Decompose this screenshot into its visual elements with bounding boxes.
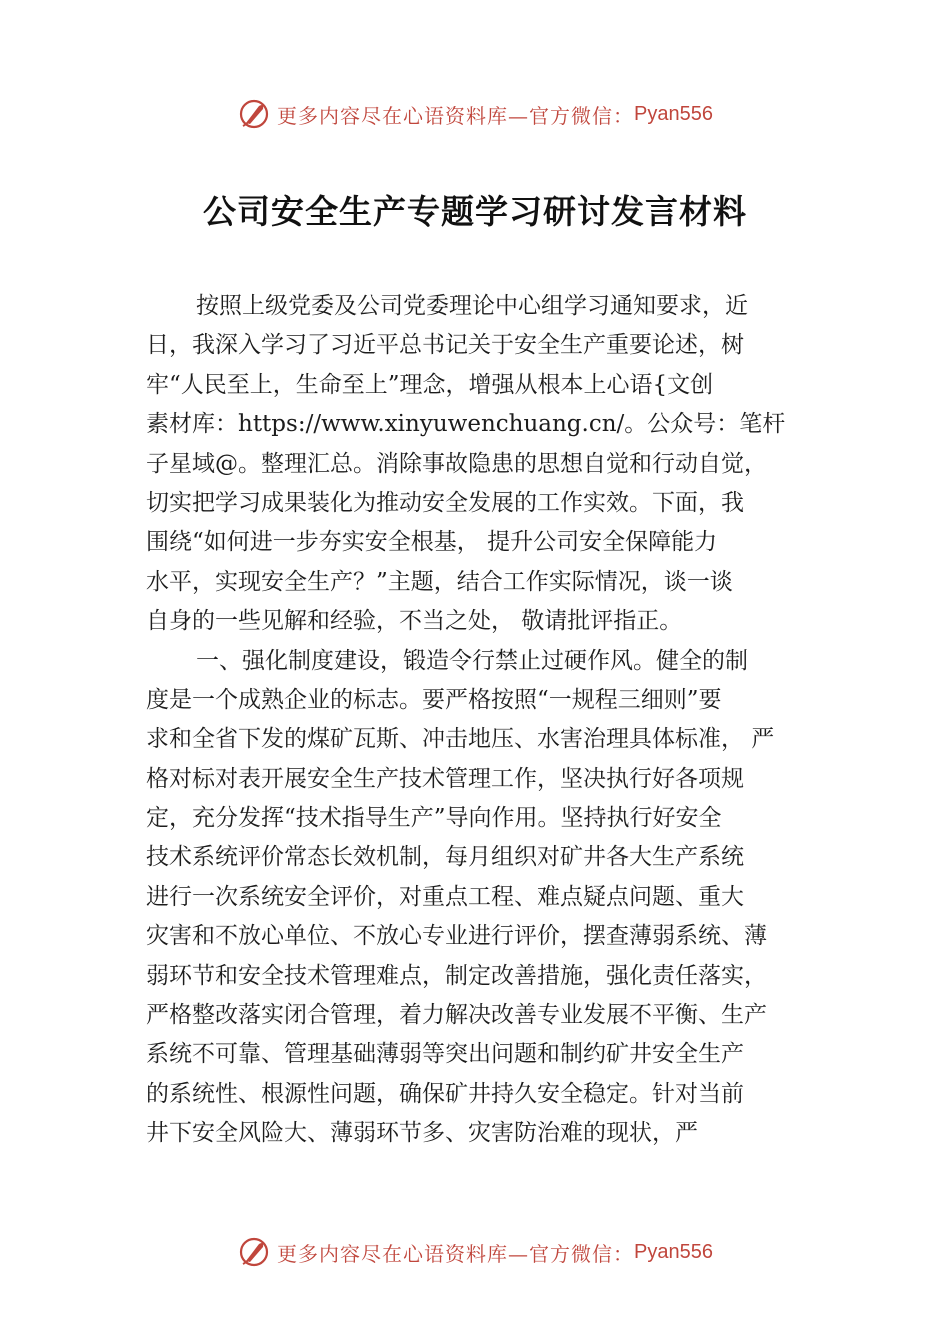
text-line: 度是一个成熟企业的标志。要严格按照“一规程三细则”要	[146, 686, 722, 713]
text-line: 进行一次系统安全评价，对重点工程、难点疑点问题、重大	[146, 883, 744, 910]
document-body	[146, 287, 826, 1154]
text-line: 弱环节和安全技术管理难点，制定改善措施，强化责任落实，	[146, 962, 767, 989]
text-line: 按照上级党委及公司党委理论中心组学习通知要求，近	[196, 293, 748, 319]
paragraph-intro	[146, 287, 826, 642]
text-line: 的系统性、根源性问题，确保矿井持久安全稳定。针对当前	[146, 1080, 744, 1107]
text-line: 素材库：https://www.xinyuwenchuang.cn/。公众号：笔杆	[146, 411, 786, 438]
quill-logo-icon	[237, 1235, 271, 1269]
text-line: 牢“人民至上，生命至上”理念，增强从根本上心语{文创	[146, 371, 714, 398]
text-line: 定，充分发挥“技术指导生产”导向作用。坚持执行好安全	[146, 805, 722, 832]
footer-banner	[0, 1230, 950, 1274]
text-line: 井下安全风险大、薄弱环节多、灾害防治难的现状，严	[146, 1120, 698, 1147]
text-line: 严格整改落实闭合管理，着力解决改善专业发展不平衡、生产	[146, 1002, 767, 1029]
text-line: 求和全省下发的煤矿瓦斯、冲击地压、水害治理具体标准， 严	[146, 726, 775, 753]
paragraph-section-one	[146, 642, 826, 1154]
text-line: 格对标对表开展安全生产技术管理工作，坚决执行好各项规	[146, 765, 744, 792]
banner-text: 更多内容尽在心语资料库—官方微信：	[277, 103, 635, 128]
text-line: 子星域@。整理汇总。消除事故隐患的思想自觉和行动自觉，	[146, 450, 767, 477]
banner-wechat-id: Pyan556	[634, 1240, 713, 1263]
text-line: 围绕“如何进一步夯实安全根基， 提升公司安全保障能力	[146, 529, 718, 556]
text-line: 灾害和不放心单位、不放心专业进行评价，摆查薄弱系统、薄	[146, 923, 767, 950]
text-line: 水平，实现安全生产？”主题，结合工作实际情况，谈一谈	[146, 568, 733, 595]
text-line: 日，我深入学习了习近平总书记关于安全生产重要论述，树	[146, 332, 744, 359]
quill-logo-icon	[237, 97, 271, 131]
banner-wechat-id: Pyan556	[634, 102, 713, 125]
text-line: 技术系统评价常态长效机制，每月组织对矿井各大生产系统	[146, 844, 744, 871]
document-title: 公司安全生产专题学习研讨发言材料	[203, 192, 747, 231]
header-banner	[0, 92, 950, 136]
text-line: 一、强化制度建设，锻造令行禁止过硬作风。健全的制	[196, 647, 748, 674]
text-line: 自身的一些见解和经验，不当之处， 敬请批评指正。	[146, 608, 683, 635]
text-line: 切实把学习成果装化为推动安全发展的工作实效。下面，我	[146, 489, 744, 516]
text-line: 系统不可靠、管理基础薄弱等突出问题和制约矿井安全生产	[146, 1041, 744, 1068]
banner-text: 更多内容尽在心语资料库—官方微信：	[277, 1241, 635, 1266]
